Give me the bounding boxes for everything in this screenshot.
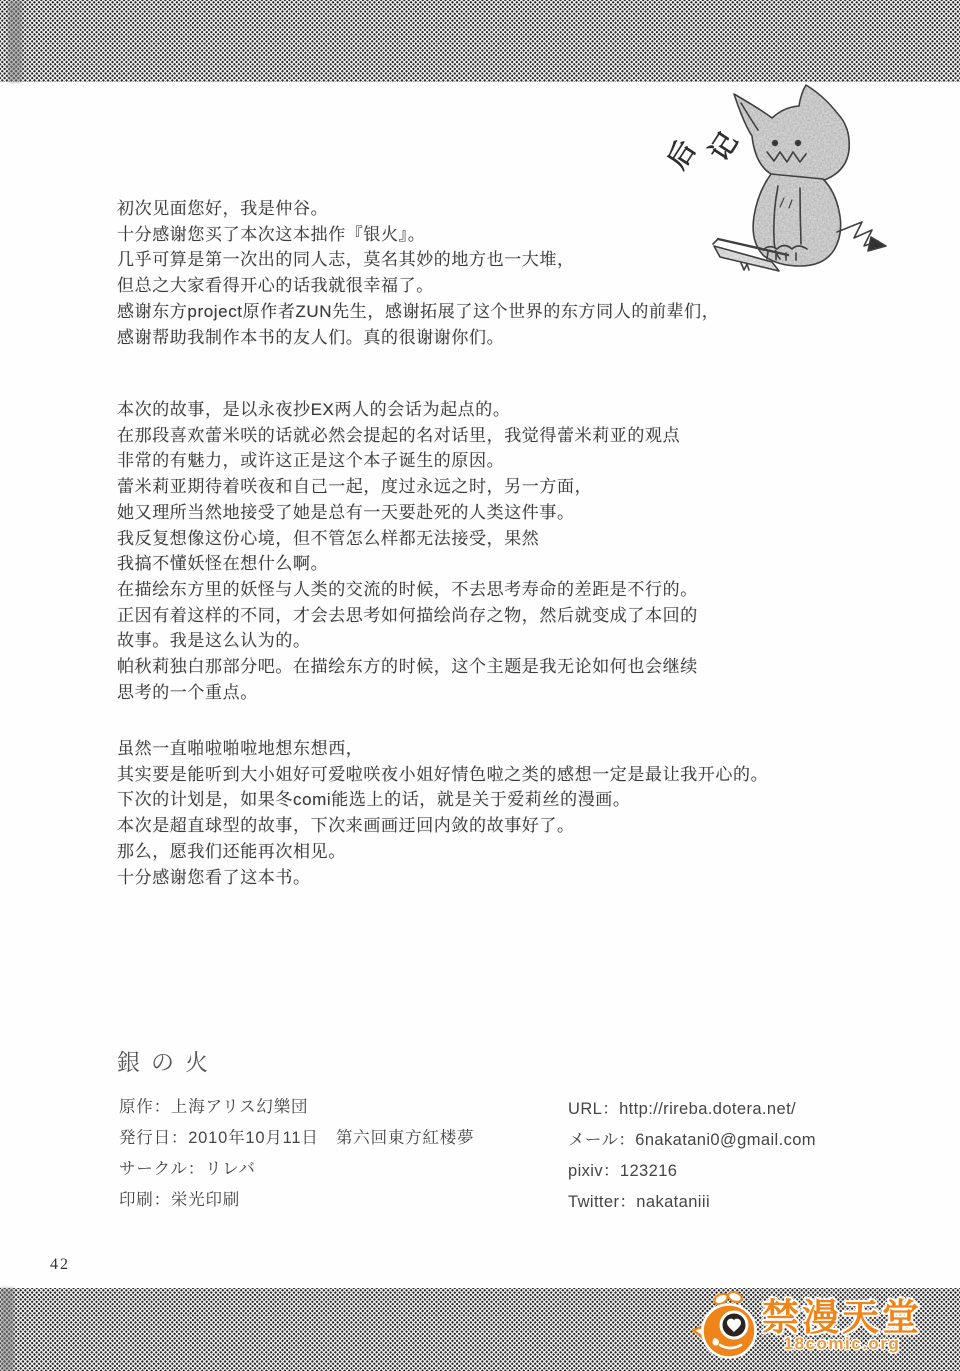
- colophon-circle: サークル：リレバ: [119, 1160, 256, 1178]
- watermark-logo: [690, 1290, 922, 1362]
- text-line: 正因有着这样的不同，才会去思考如何描绘尚存之物，然后就变成了本回的: [117, 605, 698, 625]
- colophon-publish-date: 発行日：2010年10月11日 第六回東方紅楼夢: [119, 1129, 475, 1147]
- text-line: 在描绘东方里的妖怪与人类的交流的时候，不去思考寿命的差距是不行的。: [117, 579, 698, 599]
- colophon-printer: 印刷：栄光印刷: [119, 1191, 241, 1209]
- colophon-url: URL：http://rireba.dotera.net/: [568, 1100, 797, 1118]
- colophon-left-column: [119, 1092, 474, 1216]
- text-line: 几乎可算是第一次出的同人志，莫名其妙的地方也一大堆，: [117, 250, 575, 270]
- text-line: 本次的故事，是以永夜抄EX两人的会话为起点的。: [117, 400, 511, 419]
- colophon-right-column: [568, 1094, 816, 1218]
- bottom-band-shadow: [0, 1288, 14, 1371]
- afterword-paragraph-2: [117, 397, 907, 705]
- colophon-original-work: 原作：上海アリス幻樂団: [119, 1098, 309, 1116]
- afterword-paragraph-1: [117, 196, 907, 350]
- text-line: 蕾米莉亚期待着咲夜和自己一起，度过永远之时，另一方面，: [117, 477, 593, 497]
- afterword-title: [662, 122, 762, 182]
- text-line: 那么，愿我们还能再次相见。: [117, 841, 346, 861]
- colophon-email: メール：6nakatani0@gmail.com: [568, 1131, 816, 1149]
- book-title: 銀の火: [117, 1050, 219, 1075]
- top-band-shadow: [8, 0, 22, 82]
- text-line: 感谢帮助我制作本书的友人们。真的很谢谢你们。: [117, 327, 505, 347]
- text-line: 我搞不懂妖怪在想什么啊。: [117, 554, 329, 574]
- watermark-mascot-icon: [690, 1290, 760, 1362]
- text-line: 初次见面您好，我是仲谷。: [117, 199, 329, 218]
- text-line: 但总之大家看得开心的话我就很幸福了。: [117, 276, 434, 296]
- text-line: 本次是超直球型的故事，下次来画画迂回内敛的故事好了。: [117, 816, 575, 836]
- afterword-char-1: 后: [661, 135, 702, 175]
- text-line: 她又理所当然地接受了她是总有一天要赴死的人类这件事。: [117, 502, 575, 522]
- page-number: 42: [50, 1256, 70, 1273]
- watermark-text: [762, 1299, 922, 1353]
- afterword-paragraph-3: [117, 736, 907, 890]
- text-line: 其实要是能听到大小姐好可爱啦咲夜小姐好情色啦之类的感想一定是最让我开心的。: [117, 764, 769, 784]
- text-line: 在那段喜欢蕾米咲的话就必然会提起的名对话里，我觉得蕾米莉亚的观点: [117, 425, 681, 445]
- text-line: 十分感谢您买了本次这本拙作『银火』。: [117, 224, 426, 244]
- colophon-pixiv: pixiv：123216: [568, 1162, 678, 1180]
- text-line: 虽然一直啪啦啪啦地想东想西，: [117, 739, 364, 758]
- top-halftone-band: [0, 0, 960, 82]
- text-line: 帕秋莉独白那部分吧。在描绘东方的时候，这个主题是我无论如何也会继续: [117, 657, 698, 677]
- text-line: 故事。我是这么认为的。: [117, 631, 311, 651]
- text-line: 下次的计划是，如果冬comi能选上的话，就是关于爱莉丝的漫画。: [117, 790, 631, 810]
- afterword-char-2: 记: [703, 127, 744, 167]
- text-line: 十分感谢您看了这本书。: [117, 867, 311, 887]
- text-line: 我反复想像这份心境，但不管怎么样都无法接受，果然: [117, 528, 540, 548]
- text-line: 非常的有魅力，或许这正是这个本子诞生的原因。: [117, 451, 505, 471]
- text-line: 思考的一个重点。: [117, 682, 258, 702]
- watermark-site-url: 18comic.org: [783, 1334, 901, 1353]
- colophon-twitter: Twitter：nakataniii: [568, 1193, 711, 1211]
- text-line: 感谢东方project原作者ZUN先生，感谢拓展了这个世界的东方同人的前辈们，: [117, 301, 720, 321]
- watermark-site-name: 禁漫天堂: [762, 1297, 922, 1338]
